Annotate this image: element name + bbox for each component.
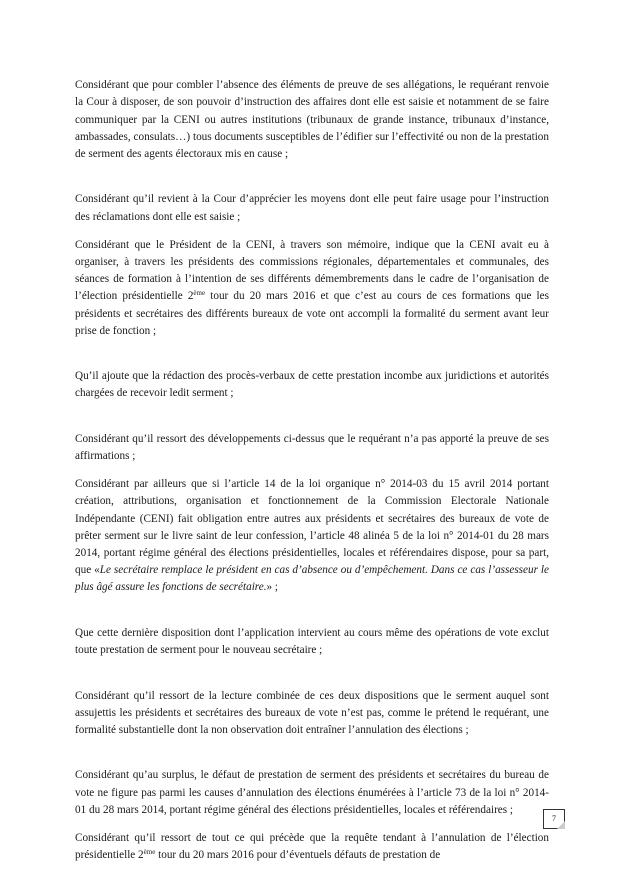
page-number: 7: [543, 809, 565, 829]
paragraph-5-text: Considérant qu’il ressort des développements ci-dessus que le requérant n’a pas apporté la preuve de ses affirmations ;: [75, 432, 549, 463]
paragraph-6-quote: Le secrétaire remplace le président en cas d’absence ou d’empêchement. Dans ce cas l’assesseur le plus âgé assure les fonctions de secrétaire.: [75, 564, 549, 594]
paragraph-2: [75, 174, 549, 226]
paragraph-6-text-after: » ;: [266, 581, 279, 594]
paragraph-3-text-after: tour du 20 mars 2016 et que c’est au cours de ces formations que les présidents et secrétaires des différents bureaux de vote ont accompli la formalité du serment avant leur prise de fonction ;: [75, 290, 549, 337]
paragraph-3-text-before: Considérant que le Président de la CENI, à travers son mémoire, indique que la CENI avait eu à organiser, à travers les présidents des commissions régionales, départementales et communales, des séances de formation à l’intention de ses différents démembrements dans le cadre de l’organisation de l’élection présidentielle 2: [75, 238, 549, 303]
paragraph-6: [75, 476, 549, 596]
paragraph-1: [75, 60, 549, 163]
paragraph-10: [75, 830, 549, 864]
paragraph-6-text-before: Considérant par ailleurs que si l’article 14 de la loi organique n° 2014-03 du 15 avril 2014 portant création, attributions, organisation et fonctionnement de la Commission Electorale Nationale Indépendante (CENI) fait obligation entre autres aux présidents et secrétaires des bureaux de vote de prêter serment sur le livre saint de leur confession, l’article 48 alinéa 5 de la loi n° 2014-01 du 28 mars 2014, portant régime général des élections présidentielles, locales et référendaires dispose, pour sa part, que «: [75, 478, 549, 577]
paragraph-4-text: Qu’il ajoute que la rédaction des procès-verbaux de cette prestation incombe aux juridictions et autorités chargées de recevoir ledit serment ;: [75, 370, 549, 400]
paragraph-3-superscript: ème: [193, 289, 206, 298]
paragraph-7-text: Que cette dernière disposition dont l’application intervient au cours même des opérations de vote exclut toute prestation de serment pour le nouveau secrétaire ;: [75, 626, 549, 657]
paragraph-1-text: Considérant que pour combler l’absence des éléments de preuve de ses allégations, le requérant renvoie la Cour à disposer, de son pouvoir d’instruction des affaires dont elle est saisie et notamment de se faire communiquer par la CENI ou autres institutions (tribunaux de grande instance, tribunaux d’instance, ambassades, consulats…) tous documents susceptibles de l’édifier sur l’effectivité ou non de la prestation de serment des agents électoraux mis en cause ;: [75, 79, 549, 161]
paragraph-8-text: Considérant qu’il ressort de la lecture combinée de ces deux dispositions que le serment auquel sont assujettis les présidents et secrétaires des bureaux de vote n’est pas, comme le prétend le requérant, une formalité substantielle dont la non observation doit entraîner l’annulation des élections ;: [75, 689, 549, 736]
paragraph-3: [75, 237, 549, 340]
document-body: [75, 60, 549, 875]
paragraph-4: [75, 351, 549, 403]
paragraph-8: [75, 670, 549, 739]
paragraph-7: [75, 608, 549, 660]
paragraph-2-text: Considérant qu’il revient à la Cour d’apprécier les moyens dont elle peut faire usage pour l’instruction des réclamations dont elle est saisie ;: [75, 193, 549, 223]
paragraph-5: [75, 414, 549, 466]
paragraph-10-text-before: Considérant qu’il ressort de tout ce qui précède que la requête tendant à l’annulation de l’élection présidentielle 2: [75, 831, 549, 862]
paragraph-10-text-after: tour du 20 mars 2016 pour d’éventuels défauts de prestation de: [155, 849, 441, 862]
paragraph-9: [75, 750, 549, 819]
paragraph-10-superscript: ème: [143, 848, 156, 857]
paragraph-9-text: Considérant qu’au surplus, le défaut de prestation de serment des présidents et secrétaires du bureau de vote ne figure pas parmi les causes d’annulation des élections énumérées à l’article 73 de la loi n° 2014-01 du 28 mars 2014, portant régime général des élections présidentielles, locales et référendaires ;: [75, 769, 549, 816]
